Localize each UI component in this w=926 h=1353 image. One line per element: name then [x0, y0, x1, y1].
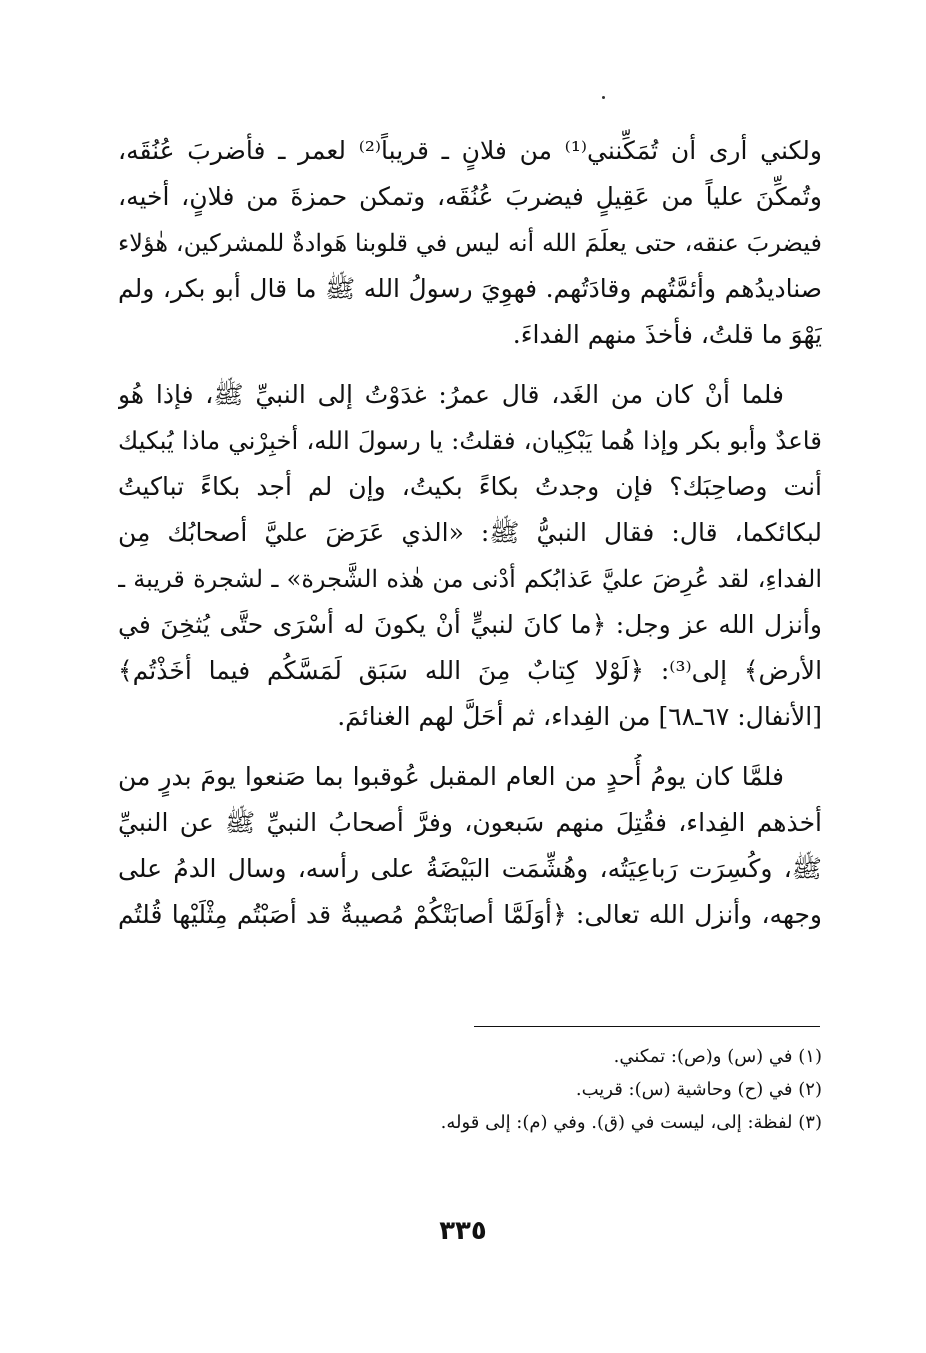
text-line: فلما أنْ كان من الغَد، قال عمرُ: غدَوْتُ إلى النبيِّ ﷺ، فإذا هُو [118, 380, 784, 409]
page-number: ٣٣٥ [439, 1216, 487, 1246]
scan-speck [602, 96, 605, 99]
text-line: وتُمكِّنَ علياً من عَقِيلٍ فيضربَ عُنُقَه، وتمكن حمزةَ من فلانٍ، أخيه، [118, 182, 822, 211]
paragraph-1 [118, 128, 822, 358]
footnote-separator [474, 1026, 820, 1027]
footnote-3: (٣) لفظة: إلى، ليست في (ق). وفي (م): إلى قوله. [440, 1112, 822, 1133]
footnote-1: (١) في (س) و(ص): تمكني. [613, 1046, 822, 1067]
text-line: وأنزل الله عز وجل: ﴿ما كانَ لنبيٍّ أنْ يكونَ له أسْرَى حتَّى يُثخِنَ في [118, 610, 822, 639]
paragraph-2 [118, 372, 822, 740]
text-line: لبكائكما، قال: فقال النبيُّ ﷺ: «الذي عَرَضَ عليَّ أصحابُك مِن [118, 518, 822, 547]
text-line: قاعدٌ وأبو بكر وإذا هُما يَبْكِيان، فقلتُ: يا رسولَ الله، أخبِرْني ماذا يُبكيك [118, 426, 822, 455]
text-line: فلمَّا كان يومُ أُحدٍ من العام المقبل عُوقبوا بما صَنعوا يومَ بدرٍ من [118, 762, 784, 791]
paragraph-3 [118, 754, 822, 938]
main-text [118, 128, 822, 952]
text-line: [الأنفال: ٦٧ـ٦٨] من الفِداء، ثم أحَلَّ لهم الغنائمَ. [337, 702, 822, 731]
text-line: الفداءِ، لقد عُرِضَ عليَّ عَذابُكم أدْنى من هٰذه الشَّجرة» ـ لشجرة قريبة ـ [118, 565, 822, 593]
text-line: ﷺ، وكُسِرَت رَباعِيَتُه، وهُشِّمَت البَيْضَةُ على رأسه، وسال الدمُ على [118, 854, 822, 883]
text-line: ولكني أرى أن تُمَكِّنني⁽¹⁾ من فلانٍ ـ قريباً⁽²⁾ لعمر ـ فأضربَ عُنُقَه، [118, 136, 822, 165]
text-line: أخذهم الفِداء، فقُتِلَ منهم سَبعون، وفرَّ أصحابُ النبيِّ ﷺ عن النبيِّ [118, 808, 822, 837]
footnotes [300, 1040, 822, 1139]
text-line: الأرض﴾ إلى⁽³⁾: ﴿لَوْلا كِتابٌ مِنَ الله سَبَق لَمَسَّكُم فيما أخَذْتُم﴾ [118, 656, 822, 685]
text-line: وجهه، وأنزل الله تعالى: ﴿أوَلَمَّا أصابَتْكُمْ مُصيبةٌ قد أصَبْتُم مِثْلَيْها قُلتُم [118, 900, 822, 929]
footnote-2: (٢) في (ح) وحاشية (س): قريب. [575, 1079, 822, 1100]
text-line: صناديدُهم وأئمَّتُهم وقادَتُهم. فهوِيَ رسولُ الله ﷺ ما قال أبو بكر، ولم [118, 274, 822, 303]
text-line: يَهْوَ ما قلتُ، فأخذَ منهم الفداءَ. [512, 320, 822, 349]
text-line: أنت وصاحِبَك؟ فإن وجدتُ بكاءً بكيتُ، وإن لم أجد بكاءً تباكيتُ [118, 472, 822, 501]
text-line: فيضربَ عنقه، حتى يعلَمَ الله أنه ليس في قلوبنا هَوادةٌ للمشركين، هٰؤلاء [118, 229, 822, 257]
